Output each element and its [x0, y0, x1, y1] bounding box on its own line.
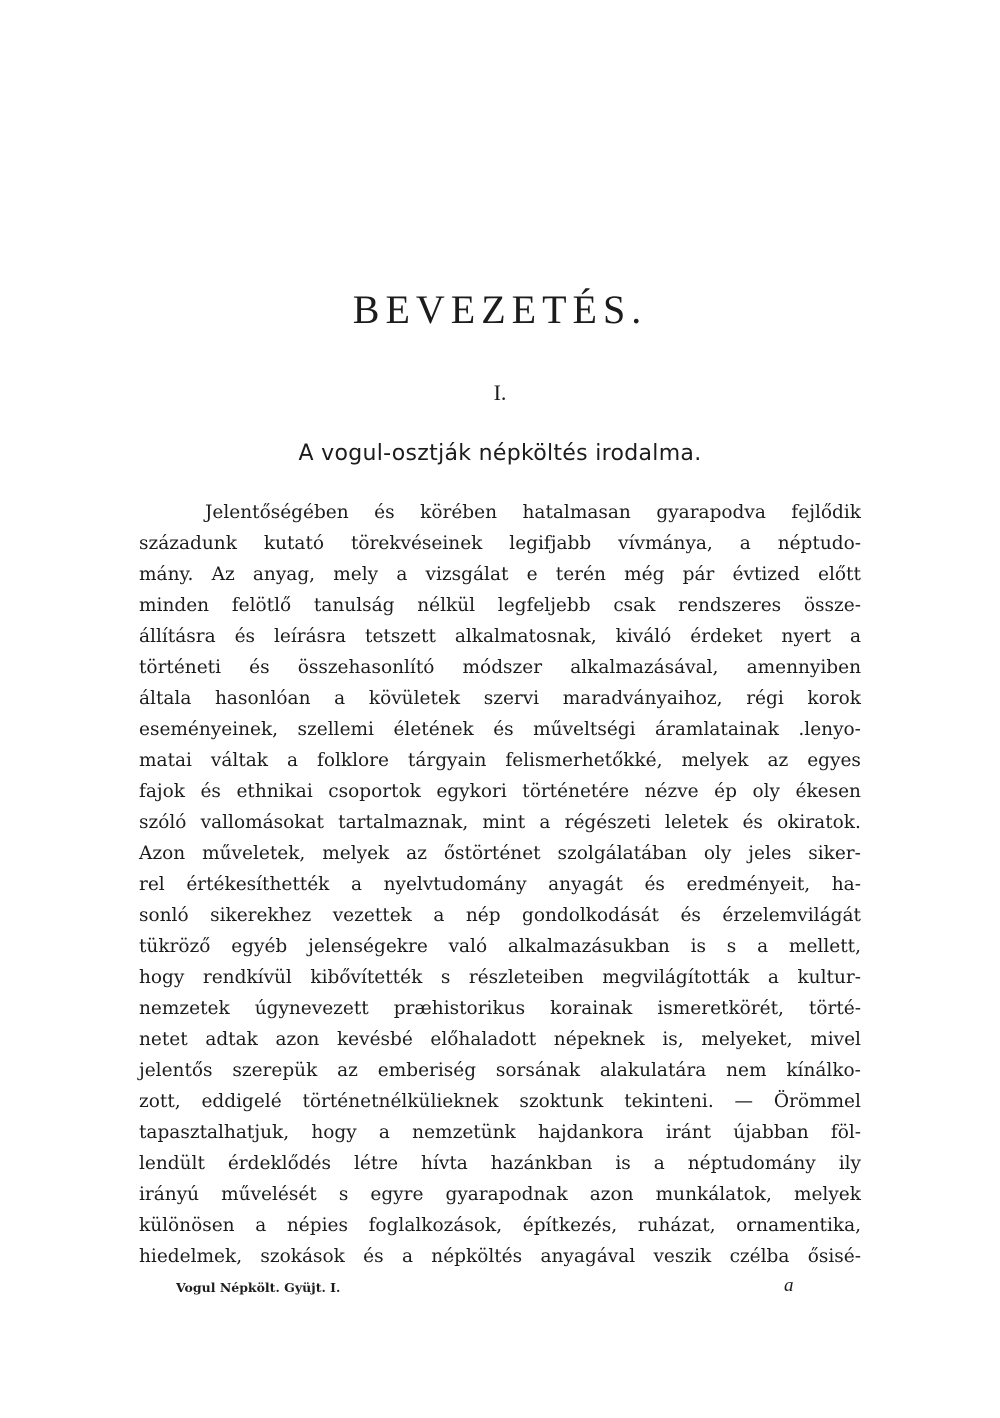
section-heading: A vogul-osztják népköltés irodalma. — [298, 441, 702, 466]
text-line: irányú művelését s egyre gyarapodnak azon munkálatok, melyek — [139, 1184, 861, 1205]
text-line: történeti és összehasonlító módszer alkalmazásával, amennyiben — [139, 657, 861, 678]
text-line: állításra és leírásra tetszett alkalmatosnak, kiváló érdeket nyert a — [139, 626, 861, 647]
text-line: jelentős szerepük az emberiség sorsának alakulatára nem kínálko- — [139, 1060, 861, 1081]
text-line: sonló sikerekhez vezettek a nép gondolkodását és érzelemvilágát — [139, 905, 861, 926]
text-line: matai váltak a folklore tárgyain felismerhetőkké, melyek az egyes — [139, 750, 861, 771]
text-line: századunk kutató törekvéseinek legifjabb vívmánya, a néptudo- — [139, 533, 861, 554]
text-line: Azon műveletek, melyek az őstörténet szolgálatában oly jeles siker- — [139, 843, 861, 864]
chapter-title: BEVEZETÉS. — [352, 287, 648, 332]
text-line: nemzetek úgynevezett præhistorikus korainak ismeretkörét, törté- — [139, 998, 861, 1019]
text-line: hiedelmek, szokások és a népköltés anyagával veszik czélba ősisé- — [139, 1246, 861, 1267]
text-line: általa hasonlóan a kövületek szervi maradványaihoz, régi korok — [139, 688, 861, 709]
text-line: minden felötlő tanulság nélkül legfeljebb csak rendszeres össze- — [139, 595, 861, 616]
footer-sheet-mark: a — [784, 1275, 794, 1296]
text-line: eseményeinek, szellemi életének és műveltségi áramlatainak .lenyo- — [139, 719, 861, 740]
text-line: tapasztalhatjuk, hogy a nemzetünk hajdankora iránt újabban föl- — [139, 1122, 861, 1143]
text-line: szóló vallomásokat tartalmaznak, mint a régészeti leletek és okiratok. — [139, 812, 861, 833]
text-line: tükröző egyéb jelenségekre való alkalmazásukban is s a mellett, — [139, 936, 861, 957]
section-numeral: I. — [493, 380, 507, 405]
body-text — [139, 497, 861, 1272]
text-line: fajok és ethnikai csoportok egykori történetére nézve ép oly ékesen — [139, 781, 861, 802]
footer-signature: Vogul Népkölt. Gyüjt. I. — [176, 1280, 341, 1295]
text-line: hogy rendkívül kibővítették s részleteiben megvilágították a kultur- — [139, 967, 861, 988]
text-line: netet adtak azon kevésbé előhaladott népeknek is, melyeket, mivel — [139, 1029, 861, 1050]
text-line: mány. Az anyag, mely a vizsgálat e terén még pár évtized előtt — [139, 564, 861, 585]
text-line: különösen a népies foglalkozások, építkezés, ruházat, ornamentika, — [139, 1215, 861, 1236]
text-line: rel értékesíthették a nyelvtudomány anyagát és eredményeit, ha- — [139, 874, 861, 895]
text-line: Jelentőségében és körében hatalmasan gyarapodva fejlődik — [205, 502, 861, 523]
text-line: lendült érdeklődés létre hívta hazánkban is a néptudomány ily — [139, 1153, 861, 1174]
text-line: zott, eddigelé történetnélkülieknek szoktunk tekinteni. — Örömmel — [139, 1091, 861, 1112]
